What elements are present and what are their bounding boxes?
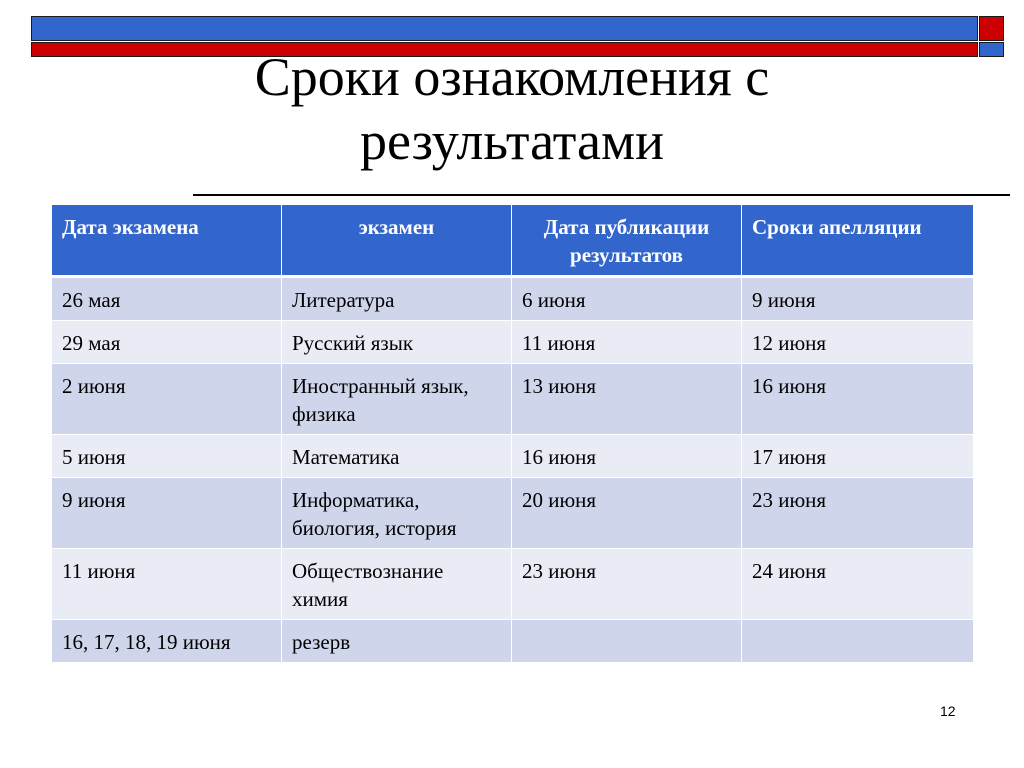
cell-publication-date: 6 июня xyxy=(512,277,742,321)
cell-exam-date: 9 июня xyxy=(52,478,282,549)
cell-publication-date: 13 июня xyxy=(512,364,742,435)
slide-title xyxy=(0,45,1024,173)
cell-exam-date: 29 мая xyxy=(52,321,282,364)
cell-exam-date: 26 мая xyxy=(52,277,282,321)
header-appeal-dates: Сроки апелляции xyxy=(742,205,974,277)
title-divider xyxy=(193,194,1010,196)
table-row xyxy=(52,277,974,321)
cell-exam: Информатика, биология, история xyxy=(282,478,512,549)
table-row xyxy=(52,321,974,364)
cell-exam: резерв xyxy=(282,620,512,663)
corner-red-square xyxy=(979,16,1004,41)
table-row xyxy=(52,549,974,620)
slide-title-line-1: Сроки ознакомления с xyxy=(254,47,770,107)
cell-appeal-date: 17 июня xyxy=(742,435,974,478)
table-row xyxy=(52,620,974,663)
cell-appeal-date: 24 июня xyxy=(742,549,974,620)
cell-publication-date xyxy=(512,620,742,663)
slide-title-line-2: результатами xyxy=(359,111,665,171)
header-exam: экзамен xyxy=(282,205,512,277)
cell-exam-date: 5 июня xyxy=(52,435,282,478)
cell-exam: Литература xyxy=(282,277,512,321)
cell-exam: Математика xyxy=(282,435,512,478)
header-exam-date: Дата экзамена xyxy=(52,205,282,277)
header-publication-date: Дата публикации результатов xyxy=(512,205,742,277)
cell-exam-date: 11 июня xyxy=(52,549,282,620)
page-number: 12 xyxy=(940,703,956,719)
cell-publication-date: 16 июня xyxy=(512,435,742,478)
cell-exam: Русский язык xyxy=(282,321,512,364)
cell-appeal-date xyxy=(742,620,974,663)
cell-exam-date: 16, 17, 18, 19 июня xyxy=(52,620,282,663)
table-row xyxy=(52,435,974,478)
cell-appeal-date: 9 июня xyxy=(742,277,974,321)
cell-publication-date: 20 июня xyxy=(512,478,742,549)
cell-exam: Обществознание химия xyxy=(282,549,512,620)
table-row xyxy=(52,364,974,435)
cell-publication-date: 11 июня xyxy=(512,321,742,364)
cell-appeal-date: 23 июня xyxy=(742,478,974,549)
cell-exam-date: 2 июня xyxy=(52,364,282,435)
cell-appeal-date: 12 июня xyxy=(742,321,974,364)
top-blue-bar xyxy=(31,16,978,41)
cell-appeal-date: 16 июня xyxy=(742,364,974,435)
cell-exam: Иностранный язык, физика xyxy=(282,364,512,435)
cell-publication-date: 23 июня xyxy=(512,549,742,620)
table-row xyxy=(52,478,974,549)
exam-schedule-table xyxy=(51,204,974,663)
table-header-row xyxy=(52,205,974,277)
